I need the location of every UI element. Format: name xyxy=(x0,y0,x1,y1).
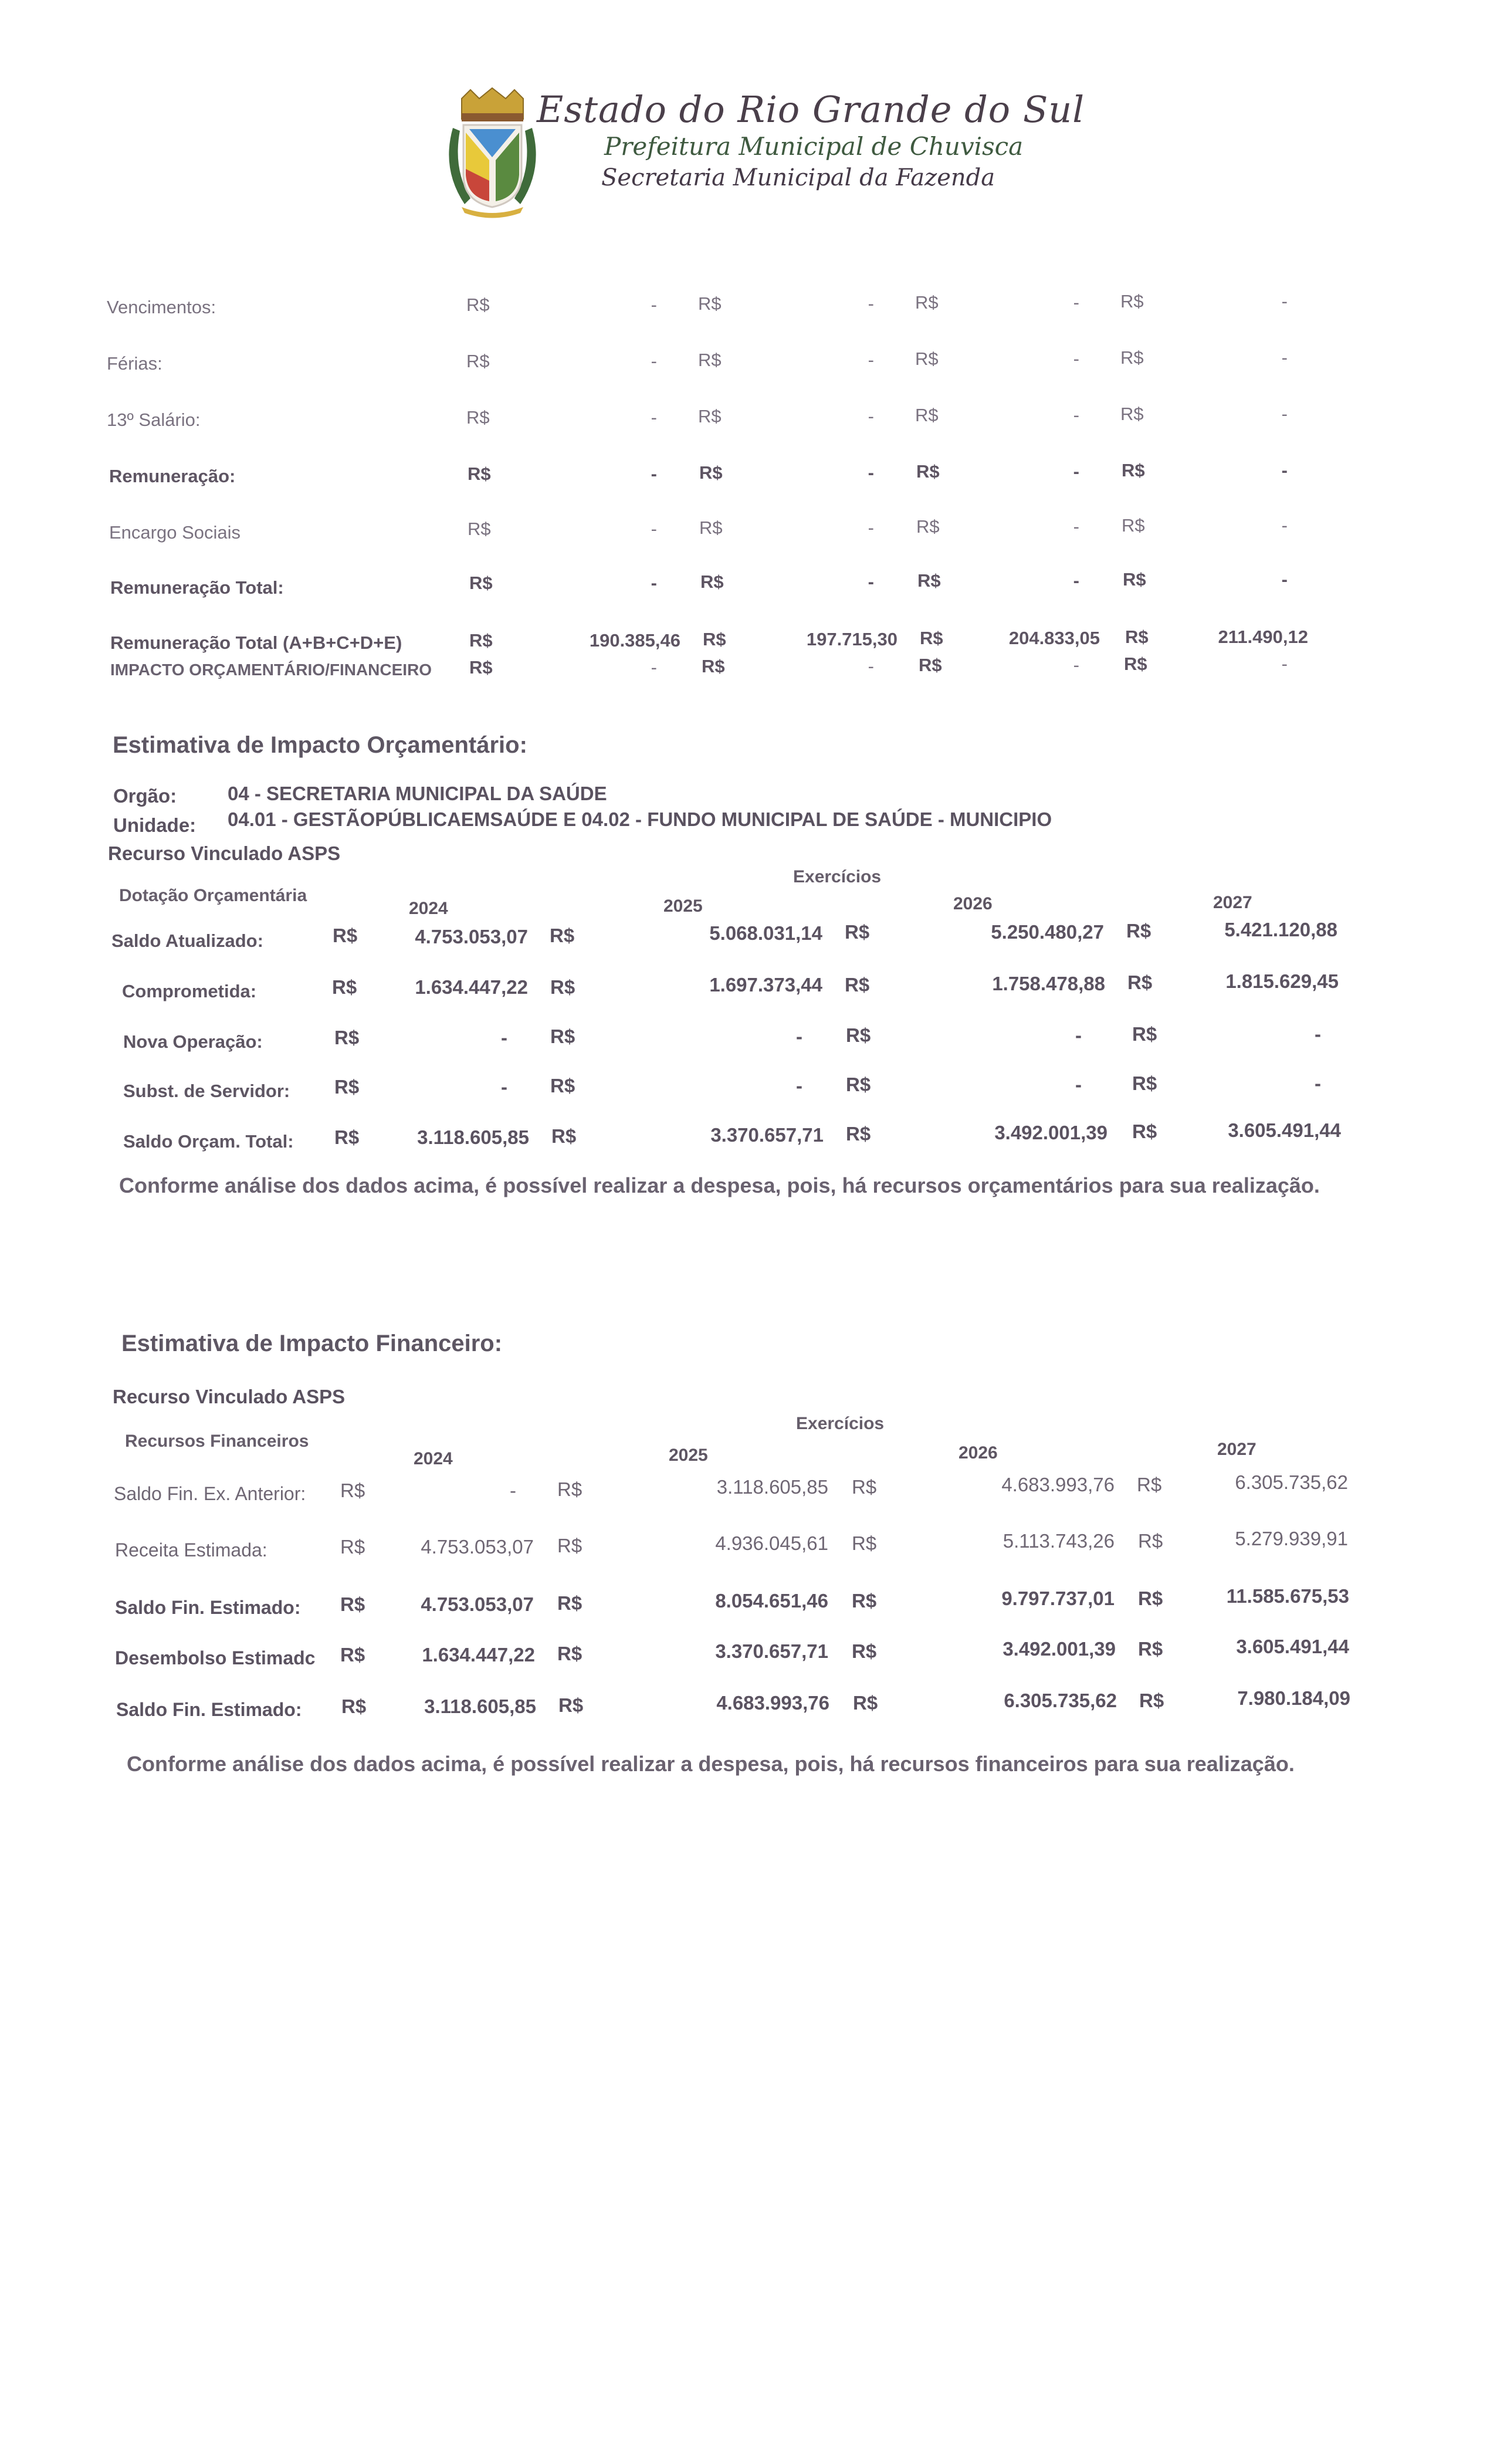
row-label: Saldo Atualizado: xyxy=(111,930,263,951)
value-2026: 1.758.478,88 xyxy=(992,973,1105,994)
value-2024: - xyxy=(651,295,657,315)
value-2025: 4.683.993,76 xyxy=(716,1692,829,1714)
currency-symbol: R$ xyxy=(469,630,493,651)
row-label: Nova Operação: xyxy=(123,1031,263,1052)
currency-symbol: R$ xyxy=(915,348,939,369)
currency-symbol: R$ xyxy=(466,407,490,428)
currency-symbol: R$ xyxy=(1123,569,1146,590)
value-2024: 1.634.447,22 xyxy=(415,976,528,998)
currency-symbol: R$ xyxy=(550,1025,575,1047)
section-title: Estimativa de Impacto Financeiro: xyxy=(121,1331,503,1356)
currency-symbol: R$ xyxy=(845,921,870,943)
year-header: 2024 xyxy=(414,1449,453,1468)
year-header: 2025 xyxy=(669,1446,708,1465)
value-2025: 8.054.651,46 xyxy=(715,1590,828,1612)
value-2024: 190.385,46 xyxy=(589,630,680,651)
section-title: Estimativa de Impacto Orçamentário: xyxy=(113,732,527,758)
currency-symbol: R$ xyxy=(551,1125,577,1147)
table-header: Dotação Orçamentária xyxy=(119,886,307,905)
value-2027: - xyxy=(1281,515,1288,536)
row-label: Receita Estimada: xyxy=(115,1539,267,1561)
value-2027: 7.980.184,09 xyxy=(1237,1687,1350,1709)
value-2026: 3.492.001,39 xyxy=(994,1122,1107,1143)
currency-symbol: R$ xyxy=(550,925,575,946)
currency-symbol: R$ xyxy=(340,1593,365,1615)
value-2026: - xyxy=(1075,1024,1082,1046)
value-2027: 3.605.491,44 xyxy=(1236,1636,1349,1657)
currency-symbol: R$ xyxy=(1125,627,1149,647)
value-2024: 4.753.053,07 xyxy=(421,1536,534,1558)
row-label: Desembolso Estimadc xyxy=(115,1647,316,1668)
value-2024: 4.753.053,07 xyxy=(415,926,528,947)
currency-symbol: R$ xyxy=(468,519,491,539)
currency-symbol: R$ xyxy=(469,657,493,678)
currency-symbol: R$ xyxy=(700,571,724,592)
value-2026: - xyxy=(1073,348,1079,369)
currency-symbol: R$ xyxy=(1138,1638,1163,1660)
currency-symbol: R$ xyxy=(466,351,490,371)
year-header: 2025 xyxy=(663,896,703,916)
currency-symbol: R$ xyxy=(698,406,722,427)
currency-symbol: R$ xyxy=(1137,1474,1162,1495)
value-2025: - xyxy=(868,656,874,676)
row-label: Férias: xyxy=(107,353,162,374)
value-2027: - xyxy=(1315,1072,1321,1094)
currency-symbol: R$ xyxy=(1120,404,1144,424)
value-2026: - xyxy=(1073,516,1079,537)
currency-symbol: R$ xyxy=(557,1643,582,1664)
currency-symbol: R$ xyxy=(466,295,490,315)
currency-symbol: R$ xyxy=(334,1027,360,1048)
currency-symbol: R$ xyxy=(341,1695,367,1717)
currency-symbol: R$ xyxy=(550,976,575,998)
value-2024: - xyxy=(651,573,657,593)
value-2026: - xyxy=(1073,461,1079,482)
value-2027: - xyxy=(1281,654,1288,674)
row-label: Comprometida: xyxy=(122,981,257,1001)
value-2027: 3.605.491,44 xyxy=(1228,1119,1341,1141)
value-2025: 5.068.031,14 xyxy=(709,922,822,944)
value-2027: - xyxy=(1281,460,1288,480)
row-label: Remuneração Total (A+B+C+D+E) xyxy=(110,632,402,653)
currency-symbol: R$ xyxy=(919,655,942,675)
value-2026: 204.833,05 xyxy=(1008,628,1100,648)
currency-symbol: R$ xyxy=(699,517,723,538)
value-2025: 1.697.373,44 xyxy=(709,974,822,996)
row-label: Saldo Fin. Estimado: xyxy=(115,1597,301,1618)
currency-symbol: R$ xyxy=(845,974,870,996)
currency-symbol: R$ xyxy=(469,573,493,593)
value-2025: - xyxy=(868,462,874,483)
currency-symbol: R$ xyxy=(915,292,939,313)
currency-symbol: R$ xyxy=(917,570,941,591)
value-2024: - xyxy=(651,407,657,428)
value-2026: 6.305.735,62 xyxy=(1004,1690,1117,1711)
value-2026: - xyxy=(1073,405,1079,425)
currency-symbol: R$ xyxy=(1127,972,1153,993)
value-2027: 11.585.675,53 xyxy=(1226,1585,1349,1607)
row-label: Saldo Fin. Estimado: xyxy=(116,1699,302,1720)
currency-symbol: R$ xyxy=(916,516,940,537)
currency-symbol: R$ xyxy=(1126,920,1151,942)
value-2027: - xyxy=(1281,347,1288,368)
currency-symbol: R$ xyxy=(550,1075,575,1096)
value-2024: - xyxy=(501,1027,507,1048)
exercicios-header: Exercícios xyxy=(796,1414,885,1433)
currency-symbol: R$ xyxy=(1138,1530,1163,1552)
value-2025: - xyxy=(868,350,874,370)
currency-symbol: R$ xyxy=(916,461,940,482)
currency-symbol: R$ xyxy=(1139,1690,1164,1711)
year-header: 2024 xyxy=(409,899,448,918)
currency-symbol: R$ xyxy=(853,1692,878,1714)
year-header: 2027 xyxy=(1213,893,1252,912)
recurso-label: Recurso Vinculado ASPS xyxy=(113,1386,346,1407)
currency-symbol: R$ xyxy=(846,1074,871,1095)
value-2024: 1.634.447,22 xyxy=(422,1644,535,1666)
row-label: Vencimentos: xyxy=(107,297,216,317)
value-2026: 9.797.737,01 xyxy=(1001,1588,1115,1609)
exercicios-header: Exercícios xyxy=(793,867,882,886)
value-2026: - xyxy=(1073,655,1079,675)
municipal-coat-of-arms-icon xyxy=(441,87,544,219)
currency-symbol: R$ xyxy=(1122,460,1145,480)
currency-symbol: R$ xyxy=(468,463,491,484)
budget-conclusion: Conforme análise dos dados acima, é possível realizar a despesa, pois, há recursos orçamentários para sua realização. xyxy=(119,1173,1320,1197)
currency-symbol: R$ xyxy=(557,1535,582,1556)
currency-symbol: R$ xyxy=(1132,1023,1157,1045)
financial-conclusion: Conforme análise dos dados acima, é possível realizar a despesa, pois, há recursos financeiros para sua realização. xyxy=(127,1752,1295,1776)
row-label: Saldo Orçam. Total: xyxy=(123,1131,294,1152)
currency-symbol: R$ xyxy=(702,656,725,676)
value-2024: - xyxy=(651,463,657,484)
value-2025: - xyxy=(868,571,874,592)
value-2026: - xyxy=(1075,1074,1082,1095)
currency-symbol: R$ xyxy=(1122,515,1145,536)
value-2025: 4.936.045,61 xyxy=(715,1532,828,1554)
value-2024: - xyxy=(651,657,657,678)
value-2026: 4.683.993,76 xyxy=(1001,1474,1115,1495)
orgao-value: 04 - SECRETARIA MUNICIPAL DA SAÚDE xyxy=(228,783,607,804)
row-label: IMPACTO ORÇAMENTÁRIO/FINANCEIRO xyxy=(110,661,432,679)
value-2025: - xyxy=(868,517,874,538)
currency-symbol: R$ xyxy=(915,405,939,425)
year-header: 2026 xyxy=(953,894,993,913)
value-2025: - xyxy=(868,293,874,314)
currency-symbol: R$ xyxy=(852,1532,877,1554)
value-2027: 1.815.629,45 xyxy=(1225,970,1339,992)
value-2024: - xyxy=(501,1076,507,1098)
value-2026: 5.113.743,26 xyxy=(1002,1530,1115,1552)
row-label: Saldo Fin. Ex. Anterior: xyxy=(114,1483,306,1504)
row-label: Subst. de Servidor: xyxy=(123,1081,290,1101)
currency-symbol: R$ xyxy=(698,293,722,314)
currency-symbol: R$ xyxy=(557,1478,582,1500)
value-2025: - xyxy=(796,1025,802,1047)
value-2027: - xyxy=(1281,569,1288,590)
currency-symbol: R$ xyxy=(1120,347,1144,368)
value-2026: 3.492.001,39 xyxy=(1002,1638,1116,1660)
value-2025: 3.118.605,85 xyxy=(716,1476,828,1498)
value-2025: - xyxy=(868,406,874,427)
recurso-label: Recurso Vinculado ASPS xyxy=(108,842,341,864)
value-2027: - xyxy=(1281,404,1288,424)
value-2027: 211.490,12 xyxy=(1218,627,1308,647)
value-2027: 6.305.735,62 xyxy=(1235,1471,1348,1493)
currency-symbol: R$ xyxy=(703,629,726,649)
value-2025: 197.715,30 xyxy=(806,629,897,649)
currency-symbol: R$ xyxy=(557,1592,582,1614)
currency-symbol: R$ xyxy=(852,1476,877,1498)
value-2027: - xyxy=(1281,291,1288,312)
unidade-label: Unidade: xyxy=(113,814,197,836)
currency-symbol: R$ xyxy=(1120,291,1144,312)
year-header: 2027 xyxy=(1217,1440,1256,1459)
year-header: 2026 xyxy=(959,1443,998,1463)
value-2024: - xyxy=(510,1480,516,1501)
value-2026: 5.250.480,27 xyxy=(991,921,1104,943)
row-label: Encargo Sociais xyxy=(109,522,241,543)
value-2027: - xyxy=(1315,1023,1321,1045)
value-2025: 3.370.657,71 xyxy=(715,1640,828,1662)
table-header: Recursos Financeiros xyxy=(125,1431,309,1451)
header-state-name: Estado do Rio Grande do Sul xyxy=(537,88,1085,131)
currency-symbol: R$ xyxy=(846,1024,871,1046)
currency-symbol: R$ xyxy=(558,1694,584,1716)
value-2026: - xyxy=(1073,570,1079,591)
value-2026: - xyxy=(1073,292,1079,313)
currency-symbol: R$ xyxy=(699,462,723,483)
currency-symbol: R$ xyxy=(1132,1121,1157,1142)
currency-symbol: R$ xyxy=(1132,1072,1157,1094)
value-2024: - xyxy=(651,519,657,539)
value-2027: 5.421.120,88 xyxy=(1224,919,1337,940)
currency-symbol: R$ xyxy=(333,925,358,946)
currency-symbol: R$ xyxy=(340,1480,365,1501)
currency-symbol: R$ xyxy=(852,1640,877,1662)
header-prefeitura: Prefeitura Municipal de Chuvisca xyxy=(604,132,1024,161)
value-2025: 3.370.657,71 xyxy=(710,1124,824,1146)
row-label: Remuneração Total: xyxy=(110,577,284,598)
currency-symbol: R$ xyxy=(340,1644,365,1666)
unidade-value: 04.01 - GESTÃOPÚBLICAEMSAÚDE E 04.02 - FUNDO MUNICIPAL DE SAÚDE - MUNICIPIO xyxy=(228,808,1052,830)
currency-symbol: R$ xyxy=(334,1076,360,1098)
currency-symbol: R$ xyxy=(920,628,943,648)
value-2024: 3.118.605,85 xyxy=(417,1126,529,1148)
currency-symbol: R$ xyxy=(340,1536,365,1558)
currency-symbol: R$ xyxy=(698,350,722,370)
value-2027: 5.279.939,91 xyxy=(1235,1528,1348,1549)
currency-symbol: R$ xyxy=(334,1126,360,1148)
currency-symbol: R$ xyxy=(332,976,357,998)
orgao-label: Orgão: xyxy=(113,785,177,807)
row-label: Remuneração: xyxy=(109,466,236,486)
currency-symbol: R$ xyxy=(1124,654,1147,674)
header-secretaria: Secretaria Municipal da Fazenda xyxy=(601,164,995,191)
row-label: 13º Salário: xyxy=(107,409,201,430)
currency-symbol: R$ xyxy=(852,1590,877,1612)
currency-symbol: R$ xyxy=(1138,1588,1163,1609)
value-2024: 4.753.053,07 xyxy=(421,1593,534,1615)
value-2024: 3.118.605,85 xyxy=(424,1695,536,1717)
value-2024: - xyxy=(651,351,657,371)
currency-symbol: R$ xyxy=(846,1123,871,1145)
value-2025: - xyxy=(796,1075,802,1096)
